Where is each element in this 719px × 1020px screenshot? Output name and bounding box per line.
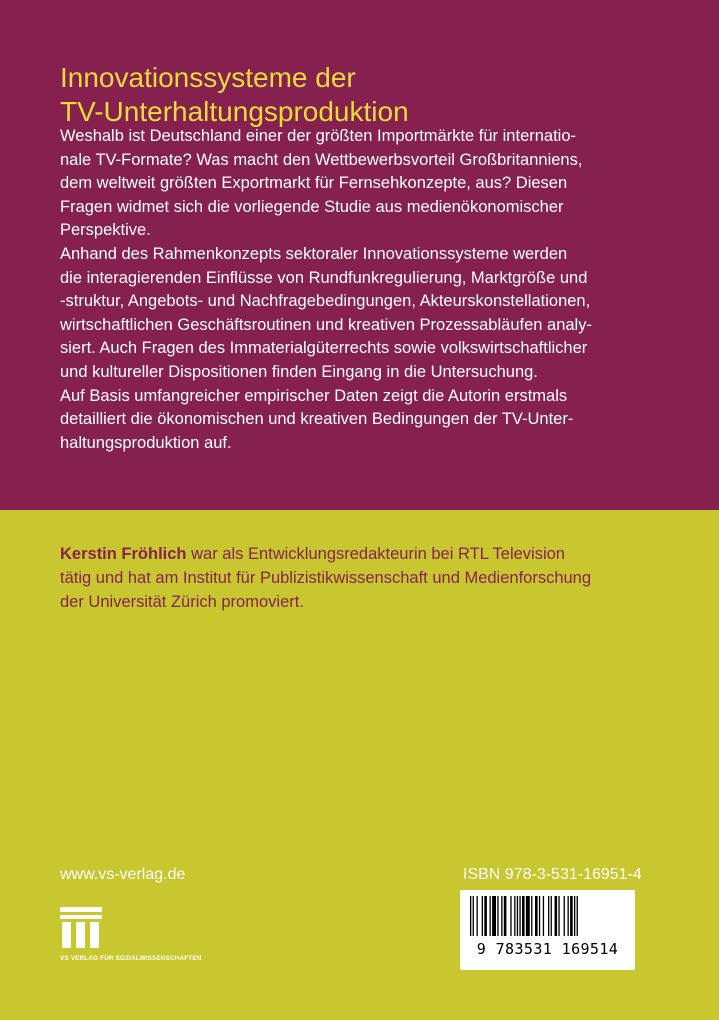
barcode-bar bbox=[473, 896, 474, 936]
description-line: Weshalb ist Deutschland einer der größten Importmärkte für internatio- bbox=[60, 127, 577, 145]
description-line: -struktur, Angebots- und Nachfragebedingungen, Akteurskonstellationen, bbox=[60, 292, 591, 311]
barcode-digits: 9 783531 169514 bbox=[476, 940, 619, 958]
title-line: TV-Unterhaltungsproduktion bbox=[60, 95, 409, 127]
barcode-bar bbox=[568, 896, 569, 936]
author-bio-line: der Universität Zürich promoviert. bbox=[60, 593, 304, 611]
book-title bbox=[60, 61, 660, 129]
barcode-bar bbox=[510, 896, 511, 936]
title-line: Innovationssysteme der bbox=[60, 61, 356, 93]
description-line: Fragen widmet sich die vorliegende Studie aus medienökonomischer bbox=[60, 197, 564, 216]
barcode-bar bbox=[531, 896, 532, 936]
barcode-bar bbox=[522, 896, 525, 936]
barcode-bar bbox=[535, 896, 538, 936]
barcode-bar bbox=[574, 896, 575, 936]
barcode bbox=[460, 890, 635, 970]
description-line: siert. Auch Fragen des Immaterialgüterrechts sowie volkswirtschaftlicher bbox=[60, 339, 588, 358]
barcode-bar bbox=[558, 896, 559, 936]
barcode-bar bbox=[477, 896, 478, 936]
author-name: Kerstin Fröhlich bbox=[60, 545, 187, 563]
barcode-bar bbox=[526, 896, 530, 936]
book-description bbox=[60, 125, 668, 455]
barcode-bar bbox=[501, 896, 502, 936]
barcode-bar bbox=[570, 896, 573, 936]
author-bio-text: war als Entwicklungsredakteurin bei RTL Television bbox=[186, 545, 565, 563]
barcode-bar bbox=[551, 896, 552, 936]
description-line: dem weltweit größten Exportmarkt für Fernsehkonzepte, aus? Diesen bbox=[60, 174, 568, 193]
publisher-logo-text: VS VERLAG FÜR SOZIALWISSENSCHAFTEN bbox=[60, 955, 202, 962]
barcode-bar bbox=[514, 896, 515, 936]
barcode-bar bbox=[564, 896, 565, 936]
barcode-bar bbox=[519, 896, 520, 936]
description-line: die interagierenden Einflüsse von Rundfunkregulierung, Marktgröße und bbox=[60, 268, 588, 287]
author-bio bbox=[60, 542, 680, 614]
description-line: Auf Basis umfangreicher empirischer Daten zeigt die Autorin erstmals bbox=[60, 386, 568, 405]
barcode-bar bbox=[548, 896, 549, 936]
barcode-bar bbox=[484, 896, 487, 936]
description-line: nale TV-Formate? Was macht den Wettbewerbsvorteil Großbritanniens, bbox=[60, 150, 583, 169]
barcode-bar bbox=[497, 896, 498, 936]
barcode-bar bbox=[504, 896, 507, 936]
barcode-icon bbox=[466, 896, 629, 940]
barcode-bar bbox=[470, 896, 471, 936]
publisher-url[interactable]: www.vs-verlag.de bbox=[60, 866, 186, 883]
barcode-bar bbox=[482, 896, 483, 936]
barcode-bar bbox=[490, 896, 491, 936]
barcode-bar bbox=[492, 896, 496, 936]
author-bio-line: tätig und hat am Institut für Publizistikwissenschaft und Medienforschung bbox=[60, 569, 592, 587]
barcode-bar bbox=[517, 896, 518, 936]
barcode-bar bbox=[539, 896, 540, 936]
description-line: Anhand des Rahmenkonzepts sektoraler Innovationssysteme werden bbox=[60, 244, 568, 263]
description-line: detailliert die ökonomischen und kreativen Bedingungen der TV-Unter- bbox=[60, 410, 574, 429]
description-line: Perspektive. bbox=[60, 221, 151, 240]
description-line: haltungsproduktion auf. bbox=[60, 433, 232, 452]
description-line: wirtschaftlichen Geschäftsroutinen und kreativen Prozessabläufen analy- bbox=[60, 315, 592, 334]
isbn-label: ISBN 978-3-531-16951-4 bbox=[463, 866, 642, 883]
description-line: und kultureller Dispositionen finden Eingang in die Untersuchung. bbox=[60, 362, 538, 381]
barcode-bar bbox=[577, 896, 578, 936]
barcode-bar bbox=[543, 896, 544, 936]
author-bio-line bbox=[60, 542, 680, 566]
barcode-bar bbox=[555, 896, 558, 936]
